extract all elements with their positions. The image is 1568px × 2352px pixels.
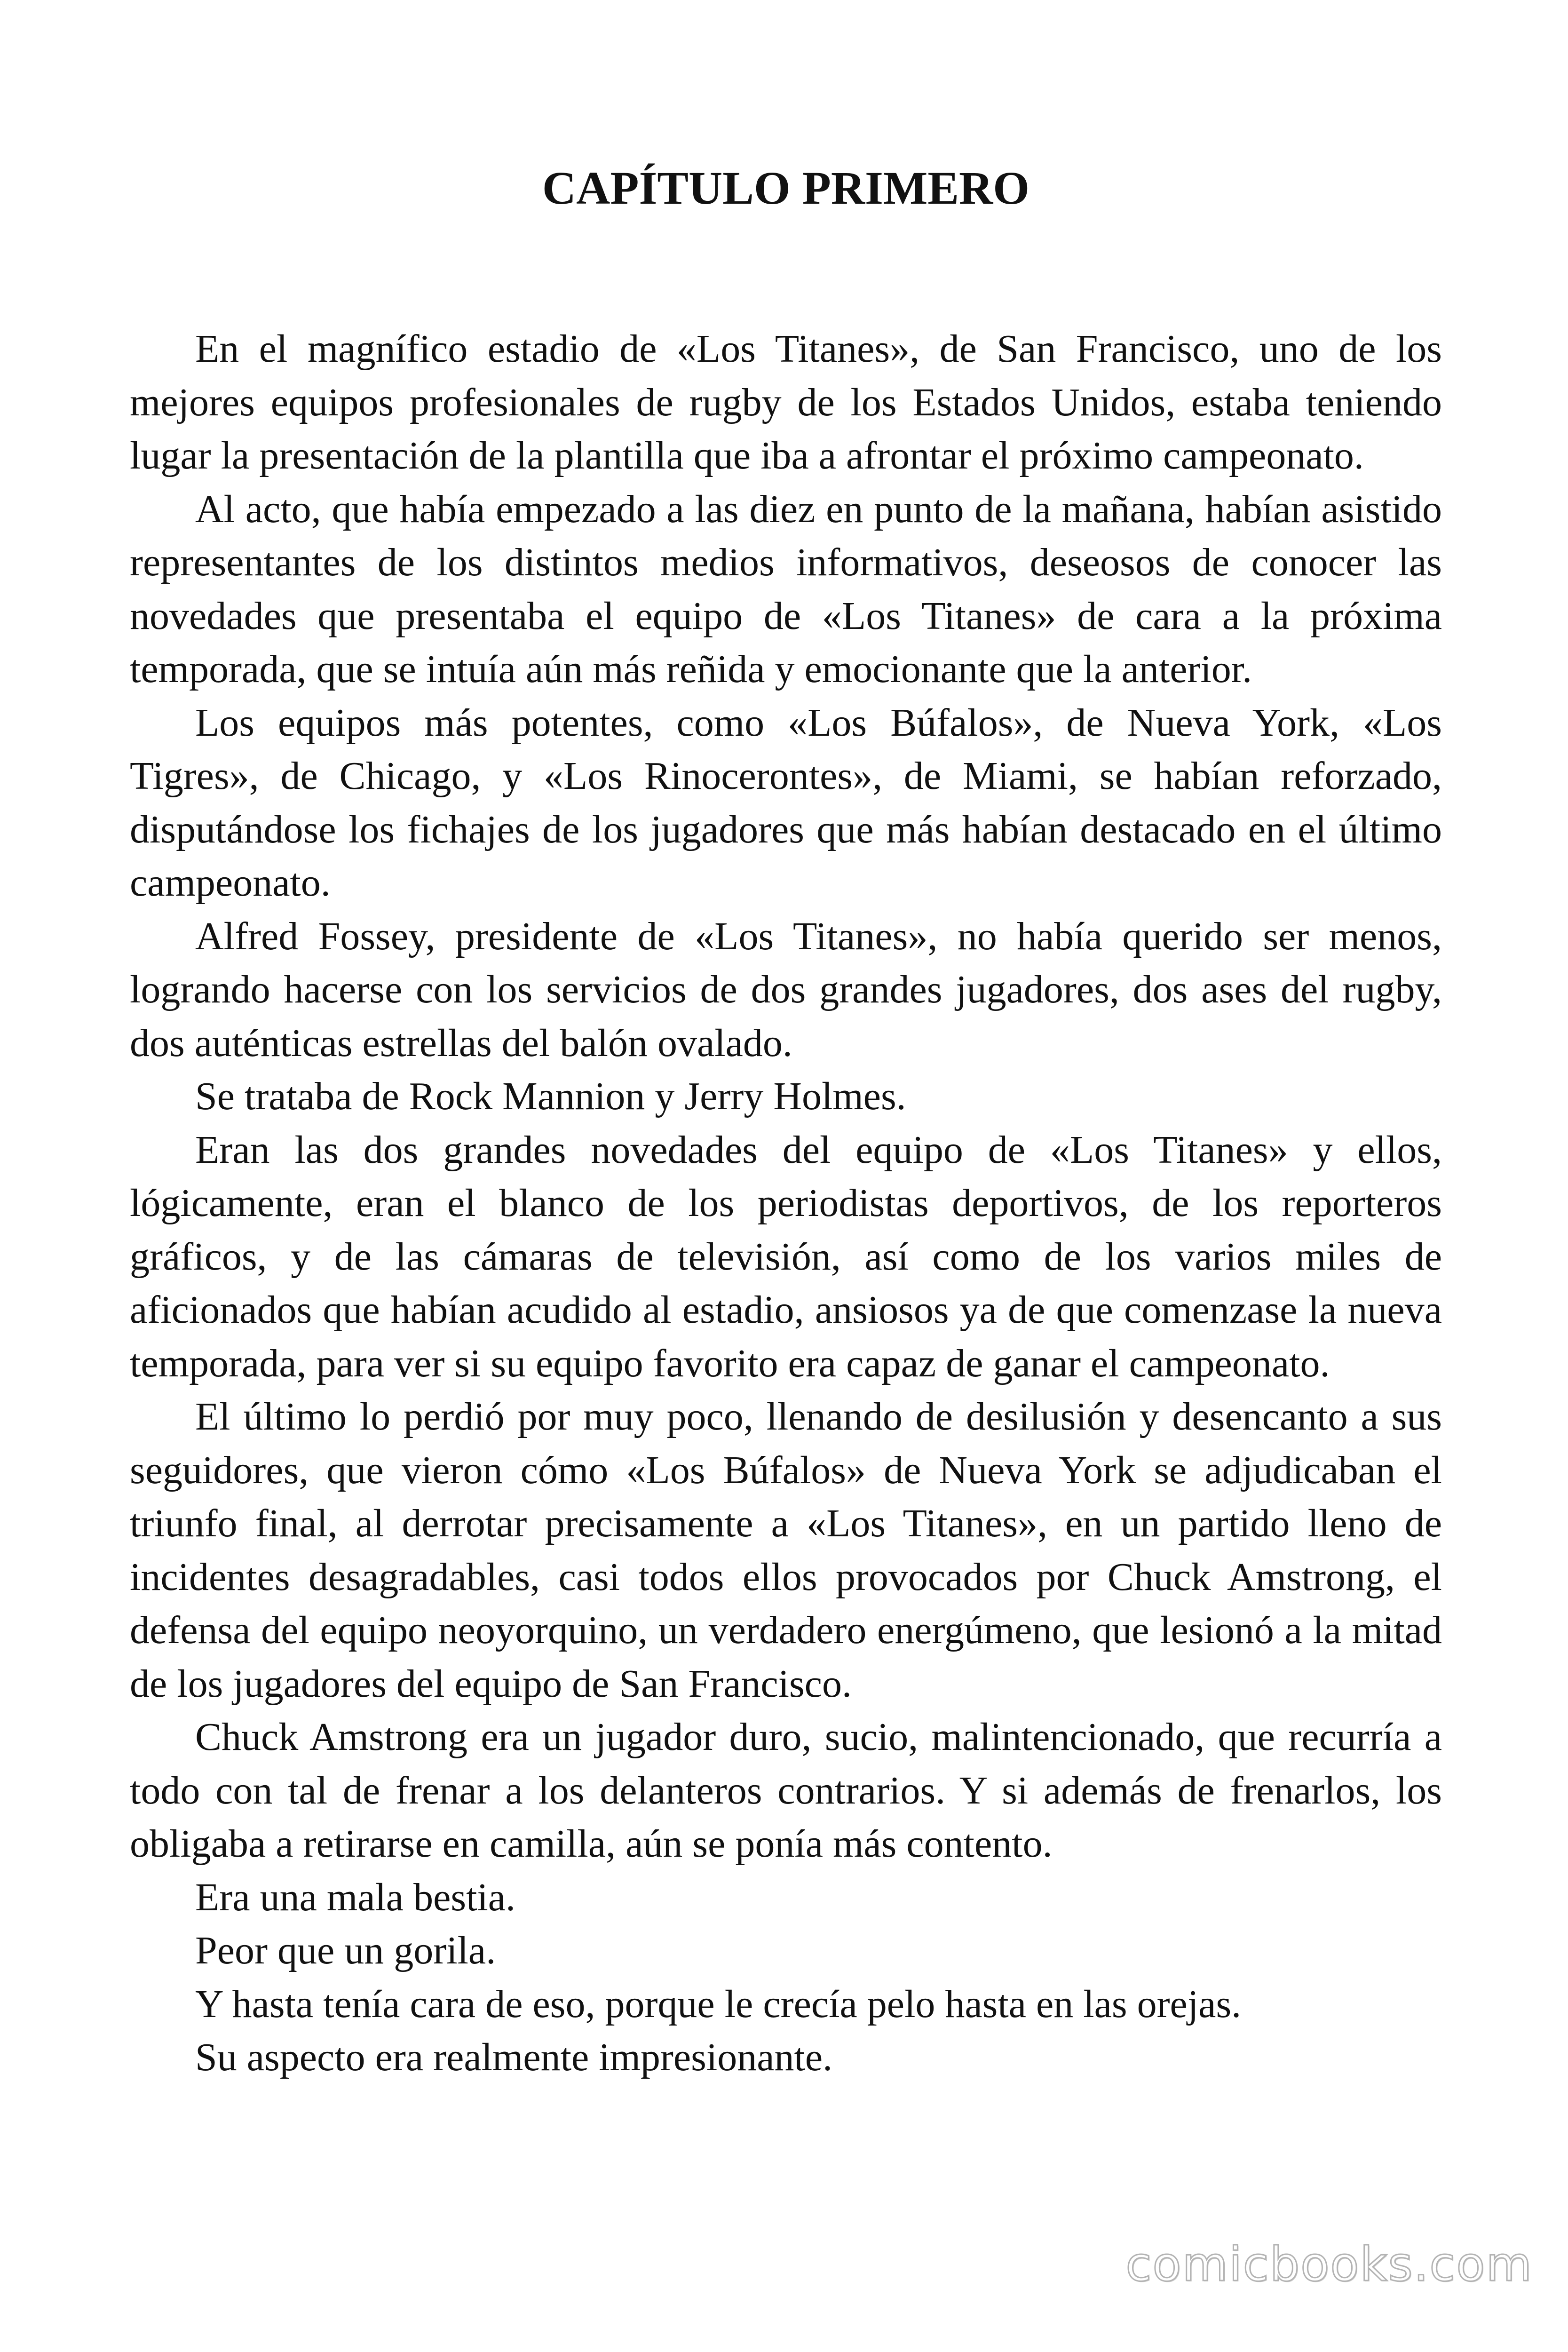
chapter-title: CAPÍTULO PRIMERO — [542, 162, 1030, 214]
paragraph: Su aspecto era realmente impresionante. — [195, 2035, 833, 2079]
paragraph: Peor que un gorila. — [195, 1929, 496, 1972]
paragraph: El último lo perdió por muy poco, llenando de desilusión y desencanto a sus seguidores, que vieron cómo «Los Búfalos» de Nueva York se adjudicaban el triunfo final, al derrotar precisamente a «Los Titanes», en un partido lleno de incidentes desagradables, casi todos ellos provocados por Chuck Amstrong, el defensa del equipo neoyorquino, un verdadero energúmeno, que lesionó a la mitad de los jugadores del equipo de San Francisco. — [130, 1395, 1442, 1706]
chapter-body — [130, 322, 1442, 2084]
paragraph: En el magnífico estadio de «Los Titanes», de San Francisco, uno de los mejores equipos profesionales de rugby de los Estados Unidos, estaba teniendo lugar la presentación de la plantilla que iba a afrontar el próximo campeonato. — [130, 327, 1442, 477]
paragraph: Los equipos más potentes, como «Los Búfalos», de Nueva York, «Los Tigres», de Chicago, y «Los Rinocerontes», de Miami, se habían reforzado, disputándose los fichajes de los jugadores que más habían destacado en el último campeonato. — [130, 700, 1442, 905]
paragraph: Alfred Fossey, presidente de «Los Titanes», no había querido ser menos, logrando hacerse con los servicios de dos grandes jugadores, dos ases del rugby, dos auténticas estrellas del balón ovalado. — [130, 914, 1442, 1065]
paragraph: Era una mala bestia. — [195, 1875, 516, 1919]
page-content — [130, 160, 1442, 2084]
paragraph: Y hasta tenía cara de eso, porque le crecía pelo hasta en las orejas. — [195, 1982, 1242, 2026]
paragraph: Chuck Amstrong era un jugador duro, sucio, malintencionado, que recurría a todo con tal de frenar a los delanteros contrarios. Y si además de frenarlos, los obligaba a retirarse en camilla, aún se ponía más contento. — [130, 1715, 1442, 1866]
paragraph: Eran las dos grandes novedades del equipo de «Los Titanes» y ellos, lógicamente, eran el blanco de los periodistas deportivos, de los reporteros gráficos, y de las cámaras de televisión, así como de los varios miles de aficionados que habían acudido al estadio, ansiosos ya de que comenzase la nueva temporada, para ver si su equipo favorito era capaz de ganar el campeonato. — [130, 1128, 1442, 1385]
paragraph: Al acto, que había empezado a las diez en punto de la mañana, habían asistido representantes de los distintos medios informativos, deseosos de conocer las novedades que presentaba el equipo de «Los Titanes» de cara a la próxima temporada, que se intuía aún más reñida y emocionante que la anterior. — [130, 487, 1442, 691]
paragraph: Se trataba de Rock Mannion y Jerry Holmes. — [195, 1074, 906, 1118]
watermark: comicbooks.com — [1125, 2237, 1533, 2292]
